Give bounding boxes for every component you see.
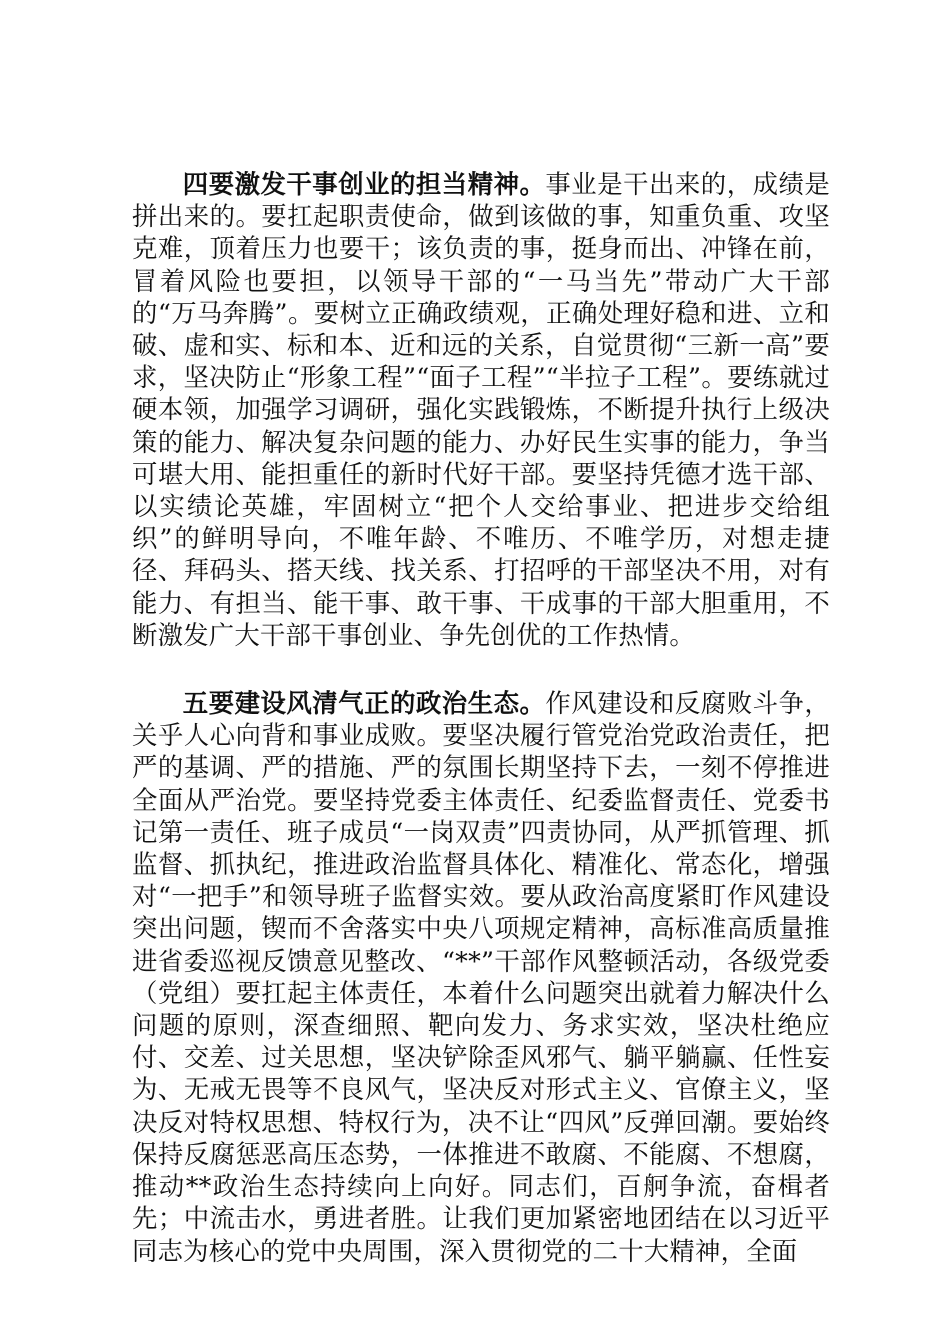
paragraph-5 — [132, 687, 830, 1267]
paragraph-4-heading: 四要激发干事创业的担当精神。 — [182, 169, 546, 199]
paragraph-5-body: 作风建设和反腐败斗争，关乎人心向背和事业成败。要坚决履行管党治党政治责任，把严的基调、严的措施、严的氛围长期坚持下去，一刻不停推进全面从严治党。要坚持党委主体责任、纪委监督责任、党委书记第一责任、班子成员“一岗双责”四责协同，从严抓管理、抓监督、抓执纪，推进政治监督具体化、精准化、常态化，增强对“一把手”和领导班子监督实效。要从政治高度紧盯作风建设突出问题，锲而不舍落实中央八项规定精神，高标准高质量推进省委巡视反馈意见整改、“**”干部作风整顿活动，各级党委（党组）要扛起主体责任，本着什么问题突出就着力解决什么问题的原则，深查细照、靶向发力、务求实效，坚决杜绝应付、交差、过关思想，坚决铲除歪风邪气、躺平躺赢、任性妄为、无戒无畏等不良风气，坚决反对形式主义、官僚主义，坚决反对特权思想、特权行为，决不让“四风”反弹回潮。要始终保持反腐惩恶高压态势，一体推进不敢腐、不能腐、不想腐，推动**政治生态持续向上向好。同志们，百舸争流，奋楫者先；中流击水，勇进者胜。让我们更加紧密地团结在以习近平同志为核心的党中央周围，深入贯彻党的二十大精神，全面 — [132, 688, 830, 1266]
paragraph-4 — [132, 168, 830, 651]
paragraph-5-heading: 五要建设风清气正的政治生态。 — [182, 688, 546, 719]
document-page — [132, 168, 830, 1267]
paragraph-4-body: 事业是干出来的，成绩是拼出来的。要扛起职责使命，做到该做的事，知重负重、攻坚克难，顶着压力也要干；该负责的事，挺身而出、冲锋在前，冒着风险也要担，以领导干部的“一马当先”带动广大干部的“万马奔腾”。要树立正确政绩观，正确处理好稳和进、立和破、虚和实、标和本、近和远的关系，自觉贯彻“三新一高”要求，坚决防止“形象工程”“面子工程”“半拉子工程”。要练就过硬本领，加强学习调研，强化实践锻炼，不断提升执行上级决策的能力、解决复杂问题的能力、办好民生实事的能力，争当可堪大用、能担重任的新时代好干部。要坚持凭德才选干部、以实绩论英雄，牢固树立“把个人交给事业、把进步交给组织”的鲜明导向，不唯年龄、不唯历、不唯学历，对想走捷径、拜码头、搭天线、找关系、打招呼的干部坚决不用，对有能力、有担当、能干事、敢干事、干成事的干部大胆重用，不断激发广大干部干事创业、争先创优的工作热情。 — [132, 169, 830, 650]
